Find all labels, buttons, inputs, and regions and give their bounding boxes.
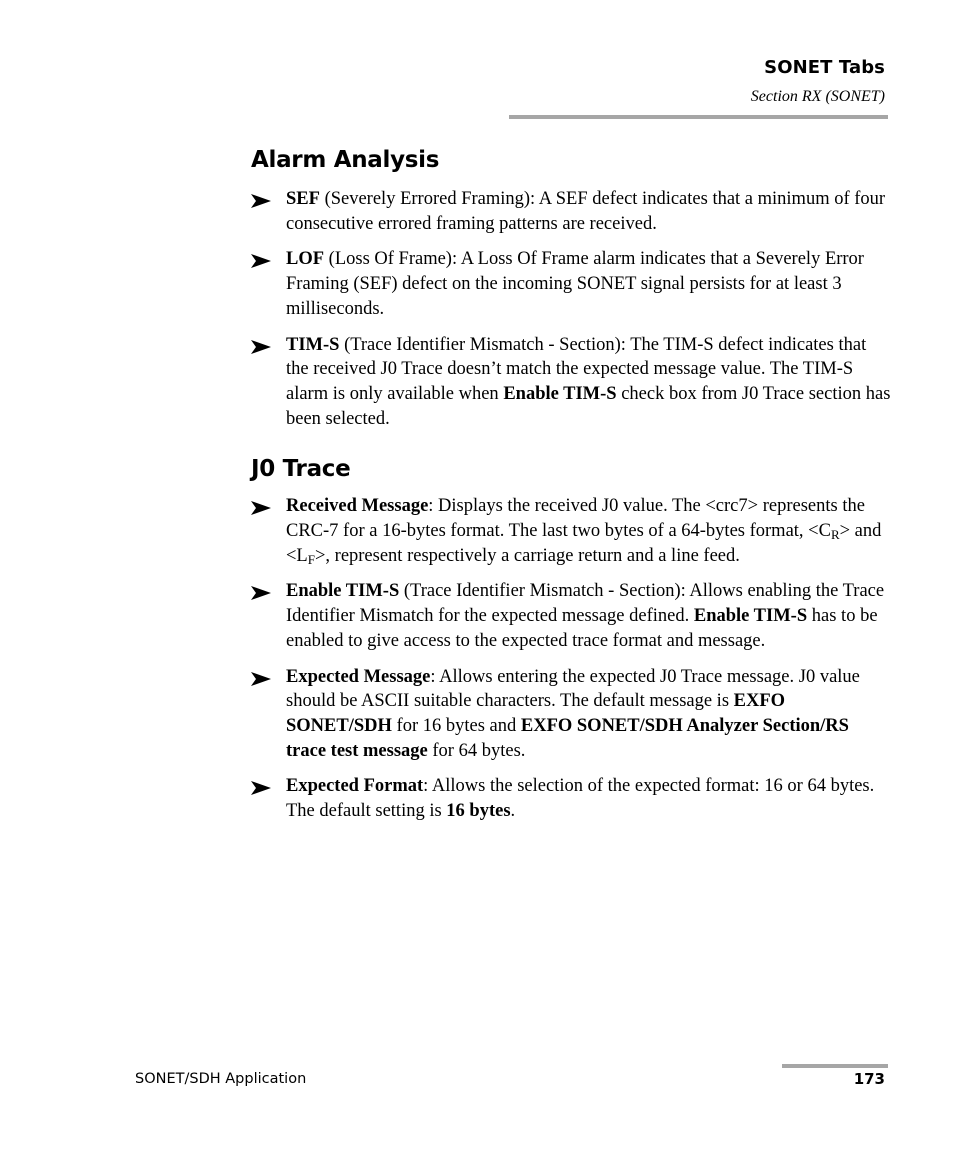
list-item (251, 665, 891, 764)
list-item (251, 579, 891, 653)
description: : Allows the selection of the expected format: 16 or 64 bytes. The default setting is (286, 776, 875, 822)
term: SEF (286, 189, 320, 209)
running-header-title: SONET Tabs (764, 57, 885, 78)
description: has to be enabled to give access to the expected trace format and message. (286, 606, 878, 651)
page-body (251, 140, 891, 835)
description: >, represent respectively a carriage return and a line feed. (314, 545, 740, 566)
arrowhead-bullet-icon (251, 254, 271, 268)
alarm-analysis-heading: Alarm Analysis (251, 147, 440, 173)
subscript: F (307, 551, 315, 567)
footer-rule (782, 1064, 888, 1068)
arrowhead-bullet-icon (251, 194, 271, 208)
term: TIM-S (286, 334, 340, 355)
inline-bold: Enable TIM-S (503, 383, 617, 404)
description: . (510, 801, 516, 822)
description: : Displays the received J0 value. The <crc7> represents the CRC-7 for a 16-bytes format. The last two bytes of a 64-bytes format, <C (286, 496, 865, 542)
description: for 64 bytes. (427, 740, 526, 761)
inline-bold: EXFO SONET/SDH Analyzer Section/RS trace test message (286, 715, 849, 761)
footer-document-title: SONET/SDH Application (135, 1071, 307, 1087)
arrowhead-bullet-icon (251, 672, 271, 686)
alarm-analysis-list (251, 187, 891, 431)
term: Expected Format (286, 776, 424, 797)
list-item (251, 333, 891, 432)
j0-trace-list (251, 494, 891, 823)
description: (Trace Identifier Mismatch - Section): Allows enabling the Trace Identifier Mismatch for the expected message defined. (286, 581, 885, 627)
arrowhead-bullet-icon (251, 781, 271, 795)
term: LOF (286, 249, 325, 270)
list-item (251, 774, 891, 823)
list-item (251, 494, 891, 568)
inline-bold: Enable TIM-S (693, 606, 808, 627)
description: for 16 bytes and (391, 715, 521, 736)
running-header-subtitle: Section RX (SONET) (750, 88, 885, 105)
term: Expected Message (286, 666, 431, 687)
j0-trace-heading: J0 Trace (251, 456, 351, 483)
term: Enable TIM-S (286, 581, 400, 602)
arrowhead-bullet-icon (251, 586, 271, 600)
page-number: 173 (853, 1070, 885, 1088)
list-item (251, 247, 891, 321)
arrowhead-bullet-icon (251, 340, 271, 354)
description: (Trace Identifier Mismatch - Section): The TIM-S defect indicates that the received J0 Trace doesn’t match the expected message value. The TIM-S alarm is only available when (286, 334, 867, 404)
description: (Severely Errored Framing): A SEF defect indicates that a minimum of four consecutive errored framing patterns are received. (286, 189, 886, 234)
inline-bold: EXFO SONET/SDH (286, 691, 786, 736)
description: : Allows entering the expected J0 Trace message. J0 value should be ASCII suitable characters. The default message is (286, 666, 860, 712)
header-rule (509, 115, 888, 119)
inline-bold: 16 bytes (446, 801, 511, 822)
description: > and <L (286, 521, 882, 566)
description: check box from J0 Trace section has been selected. (286, 383, 891, 429)
list-item (251, 187, 891, 236)
term: Received Message (286, 496, 429, 517)
subscript: R (830, 527, 840, 543)
description: (Loss Of Frame): A Loss Of Frame alarm indicates that a Severely Error Framing (SEF) defect on the incoming SONET signal persists for at least 3 milliseconds. (286, 249, 864, 319)
arrowhead-bullet-icon (251, 501, 271, 515)
